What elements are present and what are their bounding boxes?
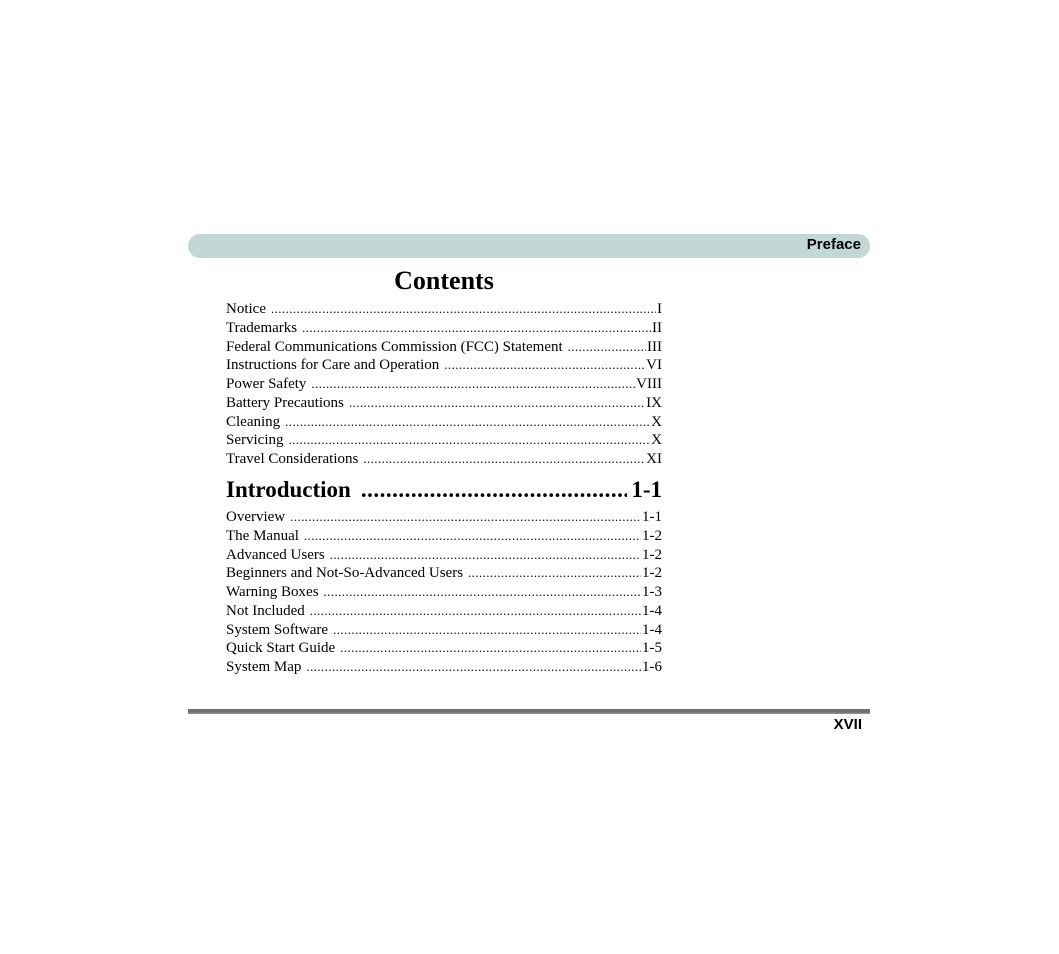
chapter-title: Introduction	[226, 477, 351, 502]
toc-entry-page: 1-4	[642, 621, 662, 638]
toc-entry-label: Servicing	[226, 432, 284, 449]
toc-entry-label: Overview	[226, 509, 286, 525]
toc-entry-label: Not Included	[226, 602, 305, 619]
dot-leader	[302, 319, 651, 338]
section-header-bar	[188, 234, 870, 258]
dot-leader	[363, 450, 645, 469]
toc-entry-label: Federal Communications Commission (FCC) Statement	[226, 338, 563, 355]
toc-entry-cleaning[interactable]	[226, 413, 662, 432]
toc-entry-page: 1-4	[642, 602, 662, 619]
toc-entry-label: Advanced Users	[226, 546, 325, 563]
toc-entry-label: System Software	[226, 621, 329, 638]
toc-entry-servicing[interactable]	[226, 431, 662, 450]
section-label: Preface	[806, 236, 861, 253]
toc-entry-the-manual[interactable]	[226, 527, 662, 546]
dot-leader	[271, 300, 656, 319]
dot-leader	[289, 431, 651, 450]
toc-entry-quick-start-guide[interactable]	[226, 639, 662, 658]
toc-entry-label: Battery Precautions	[226, 394, 344, 411]
dot-leader	[568, 338, 646, 357]
dot-leader	[333, 621, 641, 640]
chapter-page: 1-1	[631, 477, 662, 502]
toc-entry-travel-considerations[interactable]	[226, 450, 662, 469]
toc-entry-label: Cleaning	[226, 413, 281, 430]
toc-entry-label: Quick Start Guide	[226, 640, 336, 657]
toc-entry-page: 1-2	[642, 546, 662, 563]
dot-leader	[285, 413, 650, 432]
toc-entry-label: Power Safety	[226, 376, 307, 392]
toc-entry-page: IX	[646, 394, 662, 411]
toc-entry-not-included[interactable]	[226, 602, 662, 621]
dot-leader	[290, 508, 641, 527]
dot-leader	[311, 375, 635, 394]
toc-entry-fcc-statement[interactable]	[226, 338, 662, 357]
toc-entry-page: 1-2	[642, 527, 662, 544]
toc-chapter-introduction[interactable]	[226, 475, 662, 505]
toc-entry-label: Instructions for Care and Operation	[226, 357, 440, 374]
dot-leader	[306, 658, 641, 677]
toc-entry-label: Notice	[226, 301, 266, 317]
dot-leader	[340, 639, 641, 658]
toc-entry-label: Trademarks	[226, 319, 298, 336]
toc-entry-label: Beginners and Not-So-Advanced Users	[226, 565, 464, 582]
toc-entry-page: VI	[646, 357, 662, 374]
toc-entry-page: 1-2	[642, 565, 662, 582]
dot-leader	[310, 602, 641, 621]
toc-entry-beginners[interactable]	[226, 564, 662, 583]
toc-entry-label: System Map	[226, 659, 302, 675]
toc-front-matter-list	[226, 300, 662, 469]
toc-entry-page: VIII	[636, 376, 662, 392]
toc-entry-system-software[interactable]	[226, 621, 662, 640]
toc-entry-page: 1-1	[642, 509, 662, 525]
dot-leader	[468, 564, 641, 583]
dot-leader	[349, 394, 645, 413]
toc-entry-system-map[interactable]	[226, 658, 662, 677]
toc-entry-label: Travel Considerations	[226, 451, 359, 467]
toc-entry-page: 1-3	[642, 584, 662, 600]
toc-entry-page: X	[651, 413, 662, 430]
dot-leader	[444, 356, 645, 375]
toc-entry-page: XI	[646, 451, 662, 467]
toc-entry-advanced-users[interactable]	[226, 546, 662, 565]
toc-entry-label: The Manual	[226, 527, 299, 544]
page-title: Contents	[394, 266, 494, 295]
toc-entry-warning-boxes[interactable]	[226, 583, 662, 602]
page-number: XVII	[833, 716, 862, 733]
toc-entry-page: III	[647, 338, 662, 355]
footer-rule	[188, 709, 870, 714]
dot-leader	[330, 546, 641, 565]
toc-entry-label: Warning Boxes	[226, 584, 319, 600]
dot-leader	[361, 475, 628, 505]
toc-entry-page: 1-5	[642, 640, 662, 657]
toc-entry-care-and-operation[interactable]	[226, 356, 662, 375]
toc-entry-notice[interactable]	[226, 300, 662, 319]
toc-entry-page: I	[657, 301, 662, 317]
toc-entry-trademarks[interactable]	[226, 319, 662, 338]
toc-introduction-list	[226, 508, 662, 677]
toc-entry-page: 1-6	[642, 659, 662, 675]
dot-leader	[324, 583, 641, 602]
toc-entry-page: II	[652, 319, 662, 336]
toc-entry-overview[interactable]	[226, 508, 662, 527]
dot-leader	[304, 527, 641, 546]
toc-entry-power-safety[interactable]	[226, 375, 662, 394]
toc-entry-battery-precautions[interactable]	[226, 394, 662, 413]
toc-entry-page: X	[651, 432, 662, 449]
